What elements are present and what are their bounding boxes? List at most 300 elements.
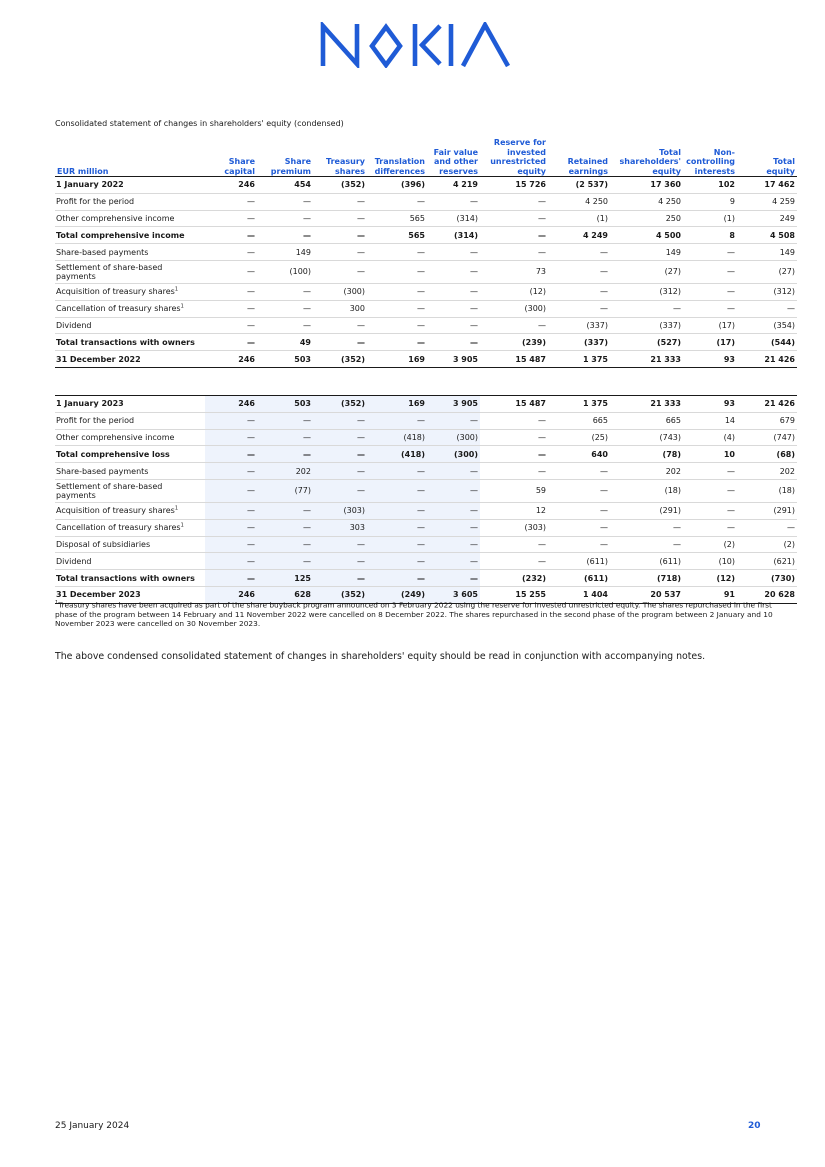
row-label-text: Share-based payments xyxy=(56,466,149,476)
table-cell: (10) xyxy=(683,553,737,570)
row-label-text: 31 December 2022 xyxy=(56,354,141,364)
table-cell: 21 426 xyxy=(737,351,797,368)
row-label xyxy=(55,429,205,446)
row-label-text: Acquisition of treasury shares xyxy=(56,287,175,297)
table-cell: — xyxy=(205,412,257,429)
table-cell: — xyxy=(683,300,737,317)
table-cell: — xyxy=(257,317,313,334)
table-cell: — xyxy=(205,260,257,283)
table-cell: (100) xyxy=(257,260,313,283)
column-header-line: Treasury xyxy=(326,157,365,166)
table-cell: — xyxy=(548,300,610,317)
table-cell: 246 xyxy=(205,351,257,368)
table-cell: 4 249 xyxy=(548,227,610,244)
column-header-line: equity xyxy=(766,166,795,176)
table-cell: 4 219 xyxy=(427,177,480,194)
table-cell: (418) xyxy=(367,446,427,463)
column-header-line: premium xyxy=(270,166,311,176)
table-cell: (352) xyxy=(313,396,367,413)
row-label-text: 31 December 2023 xyxy=(56,590,141,600)
table-cell: — xyxy=(205,283,257,300)
table-cell: 565 xyxy=(367,227,427,244)
row-label xyxy=(55,570,205,587)
row-label-text: Other comprehensive income xyxy=(56,213,175,223)
table-cell: — xyxy=(367,317,427,334)
table-cell: (300) xyxy=(427,446,480,463)
column-header-line: earnings xyxy=(568,166,608,176)
table-cell: — xyxy=(205,317,257,334)
table-cell: 246 xyxy=(205,586,257,603)
table-cell: 93 xyxy=(683,351,737,368)
row-label xyxy=(55,536,205,553)
table-cell: — xyxy=(313,446,367,463)
table-cell: — xyxy=(205,463,257,480)
table-cell: — xyxy=(205,244,257,261)
table-cell: — xyxy=(737,300,797,317)
column-header-line: unrestricted xyxy=(490,157,546,166)
row-label xyxy=(55,193,205,210)
table-cell: — xyxy=(367,300,427,317)
table-cell: (300) xyxy=(427,429,480,446)
column-header xyxy=(683,138,737,177)
table-cell: (312) xyxy=(610,283,683,300)
table-cell: — xyxy=(548,260,610,283)
table-cell: — xyxy=(257,502,313,519)
table-cell: 503 xyxy=(257,351,313,368)
table-cell: — xyxy=(257,553,313,570)
table-cell: 20 537 xyxy=(610,586,683,603)
table-cell: — xyxy=(427,283,480,300)
table-row xyxy=(55,227,797,244)
table-cell: (396) xyxy=(367,177,427,194)
table-cell: — xyxy=(205,570,257,587)
row-label-text: 1 January 2022 xyxy=(56,180,124,190)
table-cell: 249 xyxy=(737,210,797,227)
table-cell: — xyxy=(548,519,610,536)
table-cell: 149 xyxy=(610,244,683,261)
table-cell: — xyxy=(257,446,313,463)
table-cell: 4 250 xyxy=(548,193,610,210)
row-label-text: Total transactions with owners xyxy=(56,573,195,583)
table-cell: (352) xyxy=(313,177,367,194)
row-label xyxy=(55,283,205,300)
table-cell: 15 487 xyxy=(480,351,548,368)
table-cell: — xyxy=(205,553,257,570)
table-cell: — xyxy=(313,570,367,587)
table-cell: (239) xyxy=(480,334,548,351)
equity-table-2023 xyxy=(55,395,797,604)
row-label-text: Total transactions with owners xyxy=(56,337,195,347)
table-cell: — xyxy=(367,463,427,480)
table-cell: — xyxy=(313,193,367,210)
footnote-ref: 1 xyxy=(180,303,184,310)
table-cell: 12 xyxy=(480,502,548,519)
table-cell: — xyxy=(205,446,257,463)
table-cell: — xyxy=(257,429,313,446)
table-row xyxy=(55,317,797,334)
table-cell: 169 xyxy=(367,396,427,413)
table-cell: 149 xyxy=(257,244,313,261)
table-cell: 15 255 xyxy=(480,586,548,603)
table-cell: — xyxy=(367,283,427,300)
column-header xyxy=(480,138,548,177)
table-cell: 102 xyxy=(683,177,737,194)
table-cell: — xyxy=(313,536,367,553)
table-cell: — xyxy=(205,334,257,351)
table-cell: (1) xyxy=(683,210,737,227)
column-header-line: reserves xyxy=(439,166,478,176)
table-cell: 17 360 xyxy=(610,177,683,194)
row-label xyxy=(55,446,205,463)
table-row xyxy=(55,536,797,553)
column-header-line: and other xyxy=(434,157,478,166)
table-cell: 91 xyxy=(683,586,737,603)
column-header-line: Share xyxy=(228,157,255,166)
row-label xyxy=(55,334,205,351)
row-label xyxy=(55,227,205,244)
column-header xyxy=(257,138,313,177)
table-cell: — xyxy=(548,502,610,519)
table-cell: (354) xyxy=(737,317,797,334)
table-cell: — xyxy=(313,244,367,261)
column-header-line: shareholders' xyxy=(619,157,681,166)
table-cell: (291) xyxy=(737,502,797,519)
table-cell: — xyxy=(427,570,480,587)
table-cell: 665 xyxy=(610,412,683,429)
table-cell: — xyxy=(683,479,737,502)
row-label-text: Dividend xyxy=(56,556,92,566)
table-cell: (611) xyxy=(610,553,683,570)
column-header-line: Translation xyxy=(374,157,425,166)
table-cell: — xyxy=(257,210,313,227)
column-header-line: differences xyxy=(374,166,425,176)
table-cell: — xyxy=(610,536,683,553)
table-cell: (743) xyxy=(610,429,683,446)
table-cell: (249) xyxy=(367,586,427,603)
table-cell: — xyxy=(427,479,480,502)
footnote-ref: 1 xyxy=(174,286,179,293)
header-eur-million: EUR million xyxy=(57,166,109,176)
table-cell: (303) xyxy=(480,519,548,536)
table-cell: 300 xyxy=(313,300,367,317)
table-cell: (25) xyxy=(548,429,610,446)
table-cell: — xyxy=(427,260,480,283)
table-cell: — xyxy=(313,317,367,334)
table-cell: — xyxy=(427,412,480,429)
row-label-text: Total comprehensive loss xyxy=(56,449,170,459)
column-header-line: equity xyxy=(517,166,546,176)
row-label xyxy=(55,412,205,429)
table-cell: — xyxy=(313,479,367,502)
column-header-row xyxy=(55,138,797,177)
table-cell: — xyxy=(367,412,427,429)
table-cell: — xyxy=(313,210,367,227)
column-header xyxy=(548,138,610,177)
table-cell: 169 xyxy=(367,351,427,368)
table-cell: 1 375 xyxy=(548,351,610,368)
table-cell: — xyxy=(257,412,313,429)
column-header xyxy=(205,138,257,177)
table-cell: — xyxy=(427,536,480,553)
table-cell: — xyxy=(683,244,737,261)
table-cell: (27) xyxy=(737,260,797,283)
column-header-line: Fair value xyxy=(433,147,478,157)
footnote-text: Treasury shares have been acquired as part of the share buyback program announced on 3 February 2022 using the reserve for invested unrestricted equity. The shares repurchased in the first phase of the program between 14 February and 11 November 2022 were cancelled on 8 December 2022. The shares repurchased in the second phase of the program between 2 January and 10 November 2023 were cancelled on 30 November 2023. xyxy=(55,600,773,628)
table-row xyxy=(55,283,797,300)
table-row xyxy=(55,193,797,210)
table-cell: — xyxy=(257,536,313,553)
table-cell: — xyxy=(205,536,257,553)
row-label xyxy=(55,396,205,413)
table-row xyxy=(55,260,797,283)
footnote xyxy=(55,599,785,628)
table-cell: 10 xyxy=(683,446,737,463)
table-cell: 1 375 xyxy=(548,396,610,413)
table-cell: 49 xyxy=(257,334,313,351)
table-cell: 202 xyxy=(257,463,313,480)
table-cell: 640 xyxy=(548,446,610,463)
table-cell: — xyxy=(367,193,427,210)
table-cell: — xyxy=(427,300,480,317)
column-header-line: capital xyxy=(224,166,255,176)
table-cell: (611) xyxy=(548,570,610,587)
row-label-text: Profit for the period xyxy=(56,197,135,207)
nokia-logo xyxy=(320,22,512,68)
column-header xyxy=(313,138,367,177)
table-cell: (2) xyxy=(737,536,797,553)
table-cell: (77) xyxy=(257,479,313,502)
table-cell: — xyxy=(257,193,313,210)
table-cell: — xyxy=(367,260,427,283)
table-row xyxy=(55,570,797,587)
table-cell: 250 xyxy=(610,210,683,227)
equity-table-2022 xyxy=(55,138,797,368)
row-label xyxy=(55,260,205,283)
column-header-line: Retained xyxy=(567,157,608,166)
table-cell: 14 xyxy=(683,412,737,429)
table-cell: — xyxy=(205,227,257,244)
column-header-line: interests xyxy=(694,166,735,176)
table-row xyxy=(55,412,797,429)
row-label-text: Settlement of share-based payments xyxy=(56,262,163,281)
table-cell: (303) xyxy=(313,502,367,519)
table-cell: 454 xyxy=(257,177,313,194)
column-header-line: Total xyxy=(659,147,681,157)
table-cell: — xyxy=(313,553,367,570)
row-label-text: Settlement of share-based payments xyxy=(56,481,163,500)
statement-subtitle: Consolidated statement of changes in shareholders' equity (condensed) xyxy=(55,119,344,128)
table-cell: — xyxy=(257,283,313,300)
table-cell: (291) xyxy=(610,502,683,519)
row-label-text: Disposal of subsidiaries xyxy=(56,539,151,549)
table-cell: (352) xyxy=(313,351,367,368)
table-cell: 565 xyxy=(367,210,427,227)
table-cell: — xyxy=(205,479,257,502)
table-row xyxy=(55,210,797,227)
table-cell: — xyxy=(205,193,257,210)
table-cell: — xyxy=(427,502,480,519)
table-cell: — xyxy=(313,334,367,351)
row-label-text: Other comprehensive income xyxy=(56,432,175,442)
row-label-text: Acquisition of treasury shares xyxy=(56,506,175,516)
table-cell: 4 250 xyxy=(610,193,683,210)
row-label xyxy=(55,519,205,536)
table-row xyxy=(55,396,797,413)
column-header xyxy=(427,138,480,177)
table-cell: — xyxy=(427,519,480,536)
table-cell: (18) xyxy=(737,479,797,502)
table-cell: (337) xyxy=(548,317,610,334)
table-cell: 3 605 xyxy=(427,586,480,603)
table-cell: — xyxy=(313,412,367,429)
row-label-text: Cancellation of treasury shares xyxy=(56,304,181,314)
row-label xyxy=(55,463,205,480)
column-header-line: Non- xyxy=(713,147,735,157)
column-header xyxy=(367,138,427,177)
column-header-line: Total xyxy=(773,157,795,166)
table-row xyxy=(55,519,797,536)
table-cell: (68) xyxy=(737,446,797,463)
page-number: 20 xyxy=(748,1121,761,1131)
table-cell: 4 508 xyxy=(737,227,797,244)
table-cell: — xyxy=(548,479,610,502)
table-cell: — xyxy=(257,519,313,536)
row-label xyxy=(55,553,205,570)
table-row xyxy=(55,446,797,463)
column-header-line: Share xyxy=(284,157,311,166)
table-cell: (300) xyxy=(313,283,367,300)
row-label xyxy=(55,300,205,317)
row-label-text: Dividend xyxy=(56,320,92,330)
table-cell: 3 905 xyxy=(427,351,480,368)
table-cell: 1 404 xyxy=(548,586,610,603)
table-cell: (12) xyxy=(683,570,737,587)
table-row xyxy=(55,553,797,570)
row-label xyxy=(55,177,205,194)
table-cell: — xyxy=(205,519,257,536)
row-label xyxy=(55,351,205,368)
table-cell: — xyxy=(480,317,548,334)
table-cell: — xyxy=(427,463,480,480)
table-cell: — xyxy=(367,553,427,570)
table-cell: (621) xyxy=(737,553,797,570)
row-label xyxy=(55,479,205,502)
table-row xyxy=(55,479,797,502)
row-label-text: Total comprehensive income xyxy=(56,230,185,240)
footnote-marker: 1 xyxy=(55,600,59,606)
table-cell: — xyxy=(367,502,427,519)
table-cell: 93 xyxy=(683,396,737,413)
table-row xyxy=(55,429,797,446)
table-cell: — xyxy=(480,244,548,261)
table-cell: 679 xyxy=(737,412,797,429)
table-cell: — xyxy=(480,227,548,244)
table-cell: — xyxy=(427,553,480,570)
table-cell: — xyxy=(367,244,427,261)
table-cell: 246 xyxy=(205,396,257,413)
table-cell: (27) xyxy=(610,260,683,283)
column-header-line: invested xyxy=(507,147,546,157)
conjunction-note: The above condensed consolidated statement of changes in shareholders' equity should be read in conjunction with accompanying notes. xyxy=(55,651,706,662)
table-cell: (314) xyxy=(427,210,480,227)
table-cell: 628 xyxy=(257,586,313,603)
table-cell: — xyxy=(683,283,737,300)
table-cell: 665 xyxy=(548,412,610,429)
table-row xyxy=(55,300,797,317)
table-cell: — xyxy=(427,317,480,334)
table-cell: — xyxy=(205,300,257,317)
table-cell: 8 xyxy=(683,227,737,244)
row-label-text: 1 January 2023 xyxy=(56,399,124,409)
table-cell: (2) xyxy=(683,536,737,553)
table-cell: (18) xyxy=(610,479,683,502)
table-cell: (337) xyxy=(610,317,683,334)
table-cell: 15 487 xyxy=(480,396,548,413)
table-cell: — xyxy=(427,193,480,210)
column-header xyxy=(610,138,683,177)
table-row xyxy=(55,502,797,519)
table-cell: (314) xyxy=(427,227,480,244)
table-cell: — xyxy=(205,502,257,519)
footnote-ref: 1 xyxy=(174,505,179,512)
table-cell: 149 xyxy=(737,244,797,261)
table-cell: (718) xyxy=(610,570,683,587)
table-cell: 503 xyxy=(257,396,313,413)
table-cell: — xyxy=(427,244,480,261)
table-cell: — xyxy=(367,536,427,553)
table-cell: — xyxy=(480,193,548,210)
row-label xyxy=(55,210,205,227)
table-cell: — xyxy=(610,300,683,317)
column-header xyxy=(737,138,797,177)
table-cell: — xyxy=(257,300,313,317)
table-cell: — xyxy=(480,429,548,446)
table-cell: (78) xyxy=(610,446,683,463)
table-cell: 4 500 xyxy=(610,227,683,244)
table-cell: (17) xyxy=(683,334,737,351)
table-cell: (300) xyxy=(480,300,548,317)
row-label xyxy=(55,317,205,334)
table-cell: — xyxy=(313,260,367,283)
row-label-text: Share-based payments xyxy=(56,247,149,257)
table-cell: — xyxy=(548,463,610,480)
table-cell: — xyxy=(367,479,427,502)
table-cell: (611) xyxy=(548,553,610,570)
table-cell: (17) xyxy=(683,317,737,334)
table-cell: 73 xyxy=(480,260,548,283)
table-cell: — xyxy=(737,519,797,536)
table-cell: 17 462 xyxy=(737,177,797,194)
table-cell: 21 333 xyxy=(610,396,683,413)
table-cell: 21 426 xyxy=(737,396,797,413)
table-cell: — xyxy=(683,260,737,283)
table-cell: — xyxy=(367,334,427,351)
table-cell: (418) xyxy=(367,429,427,446)
table-cell: — xyxy=(313,463,367,480)
table-cell: 21 333 xyxy=(610,351,683,368)
table-cell: — xyxy=(480,210,548,227)
table-cell: 15 726 xyxy=(480,177,548,194)
table-row xyxy=(55,177,797,194)
table-cell: (544) xyxy=(737,334,797,351)
table-cell: — xyxy=(313,227,367,244)
column-header-line: Reserve for xyxy=(493,138,546,147)
table-cell: — xyxy=(548,244,610,261)
table-cell: 202 xyxy=(737,463,797,480)
table-cell: — xyxy=(313,429,367,446)
table-cell: — xyxy=(683,519,737,536)
table-cell: (12) xyxy=(480,283,548,300)
